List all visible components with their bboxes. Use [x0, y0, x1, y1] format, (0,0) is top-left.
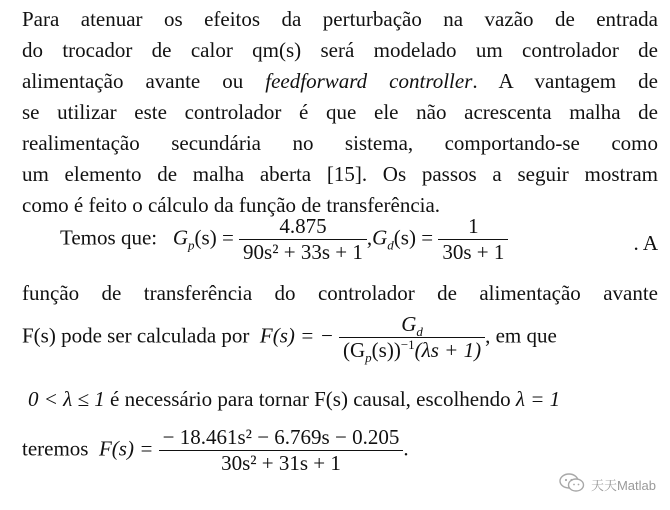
paragraph1-line3	[22, 68, 658, 94]
italic-term: feedforward controller	[265, 69, 473, 93]
gp-denominator: 90s² + 33s + 1	[239, 239, 367, 265]
text-span: F(s) pode ser calculada por	[22, 323, 250, 348]
text-span: alimentação avante ou	[22, 69, 266, 93]
paragraph1-line1: Para atenuar os efeitos da perturbação na vazão de entrada	[22, 7, 658, 31]
paragraph1-line6: um elemento de malha aberta [15]. Os passos a seguir mostram	[22, 162, 658, 186]
eq1-lead: Temos que:	[60, 225, 158, 250]
lambda-range: 0 < λ ≤ 1	[28, 387, 105, 411]
den-exponent: −1	[400, 337, 415, 352]
gd-symbol: G	[401, 312, 417, 336]
paragraph2-line2	[22, 312, 557, 366]
gp-subscript: p	[188, 237, 195, 253]
paragraph1-line5: realimentação secundária no sistema, comportando-se como	[22, 131, 658, 155]
wechat-logo-icon	[559, 473, 585, 496]
eq2-denominator: 30s² + 31s + 1	[159, 450, 404, 476]
den-part: (s))	[371, 338, 401, 362]
eq2-fraction	[159, 425, 404, 476]
equation2	[22, 425, 409, 476]
eq2-numerator: − 18.461s² − 6.769s − 0.205	[162, 425, 400, 449]
gp-subscript: p	[365, 350, 372, 366]
den-part: (λs + 1)	[414, 338, 482, 362]
text-span: é necessário para tornar F(s) causal, escolhendo	[104, 387, 516, 411]
eq1-separator: ,	[366, 225, 373, 250]
gd-numerator: 1	[468, 214, 479, 238]
f-fraction	[339, 312, 485, 366]
den-part: (G	[343, 338, 366, 362]
f-lhs: F(s) = −	[259, 323, 334, 348]
gd-subscript: d	[387, 237, 394, 253]
lambda-value: λ = 1	[515, 387, 561, 411]
gp-arg: (s) =	[194, 225, 234, 250]
gd-subscript: d	[416, 324, 423, 340]
gp-numerator: 4.875	[279, 214, 327, 238]
equation1	[60, 214, 508, 265]
f-denominator	[339, 337, 485, 366]
text-span: , em que	[485, 323, 557, 348]
watermark-text: 天天Matlab	[590, 478, 656, 493]
gd-denominator: 30s + 1	[438, 239, 508, 265]
gp-fraction	[239, 214, 367, 265]
paragraph1-line2: do trocador de calor qm(s) será modelado um controlador de	[22, 38, 658, 62]
eq2-lhs: F(s) =	[98, 436, 154, 461]
gp-symbol: G	[172, 225, 189, 250]
gd-arg: (s) =	[393, 225, 434, 250]
f-numerator	[339, 312, 485, 340]
watermark	[559, 473, 656, 496]
text-span: . A vantagem de	[472, 69, 658, 93]
gd-symbol: G	[372, 225, 388, 250]
eq2-lead: teremos	[22, 436, 89, 461]
paragraph2-line1: função de transferência do controlador de alimentação avante	[22, 281, 658, 305]
gd-fraction	[438, 214, 508, 265]
paragraph2-line3	[28, 386, 560, 412]
eq1-tail: . A	[633, 231, 658, 255]
paragraph1-line4: se utilizar este controlador é que ele não acrescenta malha de	[22, 100, 658, 124]
paragraph1-line7: como é feito o cálculo da função de transferência.	[22, 193, 441, 217]
eq2-tail: .	[403, 436, 409, 461]
